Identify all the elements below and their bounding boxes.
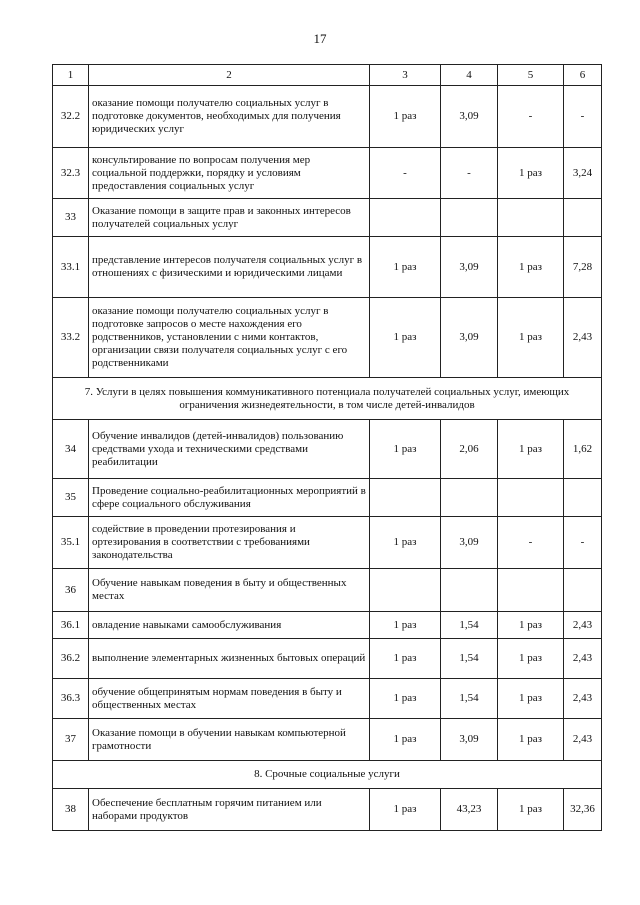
col3-value: 1 раз (370, 789, 441, 831)
col6-value: 2,43 (564, 719, 602, 761)
table-row (53, 612, 602, 639)
service-description: содействие в проведении протезирования и ортезирования в соответствии с требованиями законодательства (89, 517, 370, 569)
col6-value: 2,43 (564, 298, 602, 378)
section-row (53, 378, 602, 420)
service-description: оказание помощи получателю социальных услуг в подготовке документов, необходимых для получения юридических услуг (89, 86, 370, 148)
col6-value (564, 199, 602, 237)
table-row (53, 237, 602, 298)
col5-value (498, 479, 564, 517)
col4-value: - (441, 148, 498, 199)
service-description: Обучение инвалидов (детей-инвалидов) пользованию средствами ухода и техническими средствами реабилитации (89, 420, 370, 479)
col3-value: 1 раз (370, 517, 441, 569)
service-description: оказание помощи получателю социальных услуг в подготовке запросов о месте нахождения его родственников, установлении с ними контактов, организации связи получателя социальных услуг с его родственниками (89, 298, 370, 378)
row-number: 33 (53, 199, 89, 237)
section-title: 7. Услуги в целях повышения коммуникативного потенциала получателей социальных услуг, имеющих ограничения жизнедеятельности, в том числе детей-инвалидов (53, 378, 602, 420)
service-description: Обучение навыкам поведения в быту и общественных местах (89, 569, 370, 612)
table-row (53, 420, 602, 479)
service-description: овладение навыками самообслуживания (89, 612, 370, 639)
header-cell: 1 (53, 65, 89, 86)
row-number: 35.1 (53, 517, 89, 569)
col6-value (564, 479, 602, 517)
table-row (53, 569, 602, 612)
header-cell: 4 (441, 65, 498, 86)
row-number: 35 (53, 479, 89, 517)
page-number: 17 (313, 31, 327, 46)
services-table (52, 64, 602, 831)
col3-value (370, 199, 441, 237)
row-number: 32.2 (53, 86, 89, 148)
col3-value: 1 раз (370, 679, 441, 719)
table-row (53, 148, 602, 199)
col5-value (498, 569, 564, 612)
row-number: 38 (53, 789, 89, 831)
col6-value: 2,43 (564, 639, 602, 679)
col6-value: 1,62 (564, 420, 602, 479)
table-row (53, 298, 602, 378)
table-row (53, 789, 602, 831)
col5-value: 1 раз (498, 612, 564, 639)
col3-value: 1 раз (370, 237, 441, 298)
col3-value: - (370, 148, 441, 199)
header-cell: 3 (370, 65, 441, 86)
section-title: 8. Срочные социальные услуги (53, 761, 602, 789)
service-description: Обеспечение бесплатным горячим питанием или наборами продуктов (89, 789, 370, 831)
col4-value: 43,23 (441, 789, 498, 831)
service-description: выполнение элементарных жизненных бытовых операций (89, 639, 370, 679)
col6-value: - (564, 517, 602, 569)
row-number: 33.1 (53, 237, 89, 298)
row-number: 36.2 (53, 639, 89, 679)
col3-value: 1 раз (370, 298, 441, 378)
row-number: 36.1 (53, 612, 89, 639)
service-description: консультирование по вопросам получения мер социальной поддержки, порядку и условиям предоставления социальных услуг (89, 148, 370, 199)
col5-value: 1 раз (498, 237, 564, 298)
col4-value: 3,09 (441, 237, 498, 298)
col4-value (441, 479, 498, 517)
col6-value: 2,43 (564, 679, 602, 719)
table-row (53, 199, 602, 237)
service-description: представление интересов получателя социальных услуг в отношениях с физическими и юридическими лицами (89, 237, 370, 298)
row-number: 37 (53, 719, 89, 761)
col6-value: 2,43 (564, 612, 602, 639)
row-number: 34 (53, 420, 89, 479)
service-description: Проведение социально-реабилитационных мероприятий в сфере социального обслуживания (89, 479, 370, 517)
col4-value: 1,54 (441, 679, 498, 719)
col4-value: 1,54 (441, 639, 498, 679)
col4-value: 3,09 (441, 86, 498, 148)
col4-value: 3,09 (441, 517, 498, 569)
table-row (53, 639, 602, 679)
col3-value: 1 раз (370, 719, 441, 761)
table-row (53, 679, 602, 719)
header-cell: 2 (89, 65, 370, 86)
col3-value (370, 479, 441, 517)
col4-value (441, 199, 498, 237)
col4-value: 2,06 (441, 420, 498, 479)
col3-value (370, 569, 441, 612)
col3-value: 1 раз (370, 420, 441, 479)
col6-value: 32,36 (564, 789, 602, 831)
service-description: Оказание помощи в защите прав и законных интересов получателей социальных услуг (89, 199, 370, 237)
row-number: 36 (53, 569, 89, 612)
header-row (53, 65, 602, 86)
col3-value: 1 раз (370, 86, 441, 148)
table-row (53, 479, 602, 517)
service-description: обучение общепринятым нормам поведения в быту и общественных местах (89, 679, 370, 719)
col5-value: 1 раз (498, 420, 564, 479)
header-cell: 6 (564, 65, 602, 86)
col4-value: 1,54 (441, 612, 498, 639)
col5-value: 1 раз (498, 639, 564, 679)
col5-value: - (498, 517, 564, 569)
col6-value: - (564, 86, 602, 148)
col3-value: 1 раз (370, 612, 441, 639)
table-row (53, 719, 602, 761)
row-number: 33.2 (53, 298, 89, 378)
col4-value: 3,09 (441, 298, 498, 378)
col4-value: 3,09 (441, 719, 498, 761)
col5-value: 1 раз (498, 298, 564, 378)
col5-value (498, 199, 564, 237)
header-cell: 5 (498, 65, 564, 86)
service-description: Оказание помощи в обучении навыкам компьютерной грамотности (89, 719, 370, 761)
col5-value: 1 раз (498, 679, 564, 719)
col6-value (564, 569, 602, 612)
col5-value: 1 раз (498, 789, 564, 831)
section-row (53, 761, 602, 789)
row-number: 32.3 (53, 148, 89, 199)
col5-value: - (498, 86, 564, 148)
col3-value: 1 раз (370, 639, 441, 679)
col4-value (441, 569, 498, 612)
row-number: 36.3 (53, 679, 89, 719)
table-row (53, 517, 602, 569)
table-body (53, 65, 602, 831)
col6-value: 3,24 (564, 148, 602, 199)
col5-value: 1 раз (498, 719, 564, 761)
table-row (53, 86, 602, 148)
col5-value: 1 раз (498, 148, 564, 199)
col6-value: 7,28 (564, 237, 602, 298)
